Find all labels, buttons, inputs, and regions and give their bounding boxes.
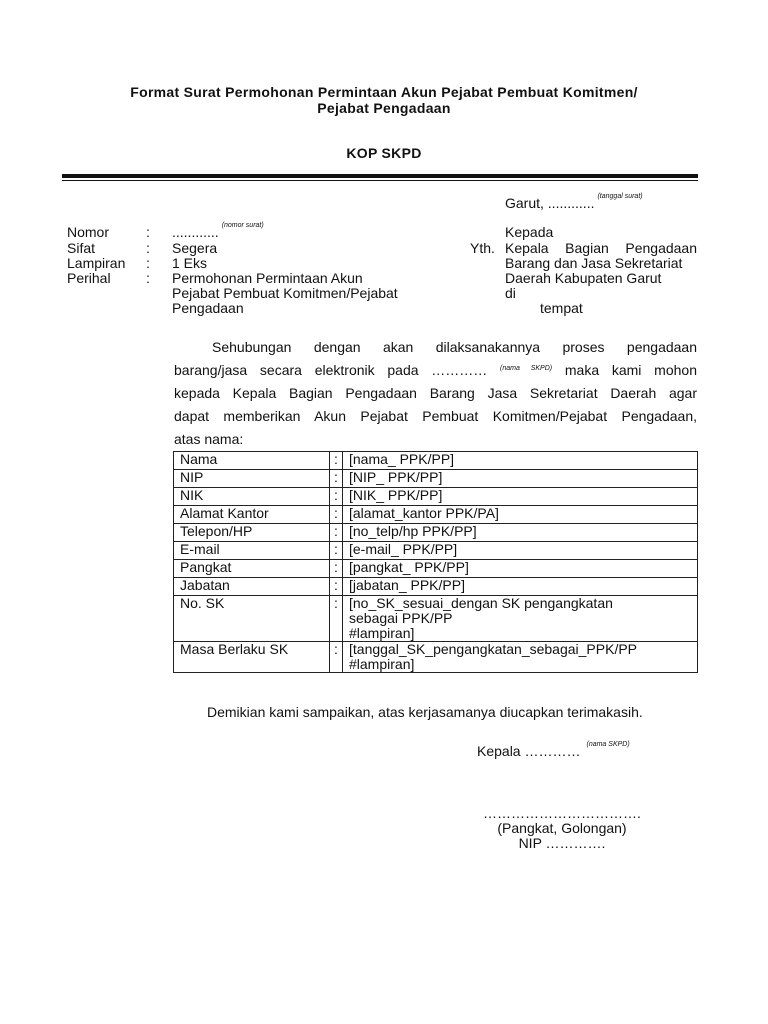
- row-label: No. SK: [174, 596, 330, 642]
- body-line-3: kepada Kepala Bagian Pengadaan Barang Jasa Sekretariat Daerah agar: [174, 385, 697, 401]
- meta-value-perihal-line2: Pejabat Pembuat Komitmen/Pejabat: [172, 285, 398, 301]
- signature-nip: NIP ………….: [518, 835, 606, 851]
- table-row: [174, 560, 698, 578]
- meta-value-perihal-line1: Permohonan Permintaan Akun: [172, 270, 363, 286]
- meta-label-sifat: Sifat: [67, 240, 96, 256]
- row-colon: :: [330, 642, 343, 673]
- row-colon: :: [330, 470, 343, 488]
- signature-skpd-hint: (nama SKPD): [586, 741, 630, 748]
- row-colon: :: [330, 542, 343, 560]
- row-colon: :: [330, 560, 343, 578]
- row-colon: :: [330, 452, 343, 470]
- row-value: [alamat_kantor PPK/PA]: [343, 506, 698, 524]
- table-row: [174, 642, 698, 673]
- row-label: NIK: [174, 488, 330, 506]
- row-colon: :: [330, 524, 343, 542]
- body-line-4: dapat memberikan Akun Pejabat Pembuat Komitmen/Pejabat Pengadaan,: [174, 408, 697, 424]
- row-value: [tanggal_SK_pengangkatan_sebagai_PPK/PP #lampiran]: [343, 642, 698, 673]
- row-value: [nama_ PPK/PP]: [343, 452, 698, 470]
- table-row: [174, 542, 698, 560]
- row-label: Jabatan: [174, 578, 330, 596]
- addressee-kepada: Kepada: [505, 224, 554, 240]
- signature-kepala-text: Kepala …………: [477, 743, 581, 759]
- meta-value-lampiran: 1 Eks: [172, 255, 208, 271]
- skpd-hint: (nama SKPD): [500, 365, 553, 372]
- row-colon: :: [330, 488, 343, 506]
- addressee-di: di: [505, 285, 516, 301]
- row-label: NIP: [174, 470, 330, 488]
- row-colon: :: [330, 596, 343, 642]
- table-row: [174, 488, 698, 506]
- row-label: E-mail: [174, 542, 330, 560]
- table-row: [174, 506, 698, 524]
- addressee-tempat: tempat: [540, 300, 583, 316]
- date-hint: (tanggal surat): [597, 193, 643, 200]
- kop-skpd-label: KOP SKPD: [346, 145, 422, 161]
- meta-colon: :: [146, 240, 150, 256]
- row-label: Telepon/HP: [174, 524, 330, 542]
- addressee-yth: Yth.: [470, 240, 495, 256]
- body-paragraph: [174, 336, 697, 451]
- place-date: [505, 195, 643, 211]
- table-row: [174, 578, 698, 596]
- letterhead-rule-thick: [62, 174, 698, 178]
- meta-colon: :: [146, 224, 150, 240]
- row-value: [pangkat_ PPK/PP]: [343, 560, 698, 578]
- body-line-2a: barang/jasa secara elektronik pada …………: [174, 362, 501, 378]
- table-row: [174, 452, 698, 470]
- body-line-5: atas nama:: [174, 431, 244, 447]
- meta-value-perihal-line3: Pengadaan: [172, 300, 244, 316]
- row-label: Masa Berlaku SK: [174, 642, 330, 673]
- meta-value-sifat: Segera: [172, 240, 218, 256]
- addressee-line3: Daerah Kabupaten Garut: [505, 270, 662, 286]
- meta-label-nomor: Nomor: [67, 224, 110, 240]
- addressee-line1: Kepala Bagian Pengadaan: [505, 240, 697, 256]
- row-value: [e-mail_ PPK/PP]: [343, 542, 698, 560]
- body-line-1: Sehubungan dengan akan dilaksanakannya proses pengadaan: [212, 339, 697, 355]
- row-value: [NIK_ PPK/PP]: [343, 488, 698, 506]
- nomor-value: ............: [172, 224, 219, 240]
- row-colon: :: [330, 578, 343, 596]
- row-value: [jabatan_ PPK/PP]: [343, 578, 698, 596]
- nomor-hint: (nomor surat): [221, 222, 264, 229]
- row-colon: :: [330, 506, 343, 524]
- table-row: [174, 524, 698, 542]
- letterhead-rule-thin: [62, 180, 698, 181]
- meta-label-perihal: Perihal: [67, 270, 111, 286]
- body-line-2b: maka kami mohon: [552, 362, 697, 378]
- row-label: Alamat Kantor: [174, 506, 330, 524]
- body-line-2: [174, 359, 697, 382]
- table-row: [174, 596, 698, 642]
- signature-dots: …………………………….: [483, 805, 641, 821]
- closing-sentence: Demikian kami sampaikan, atas kerjasamanya diucapkan terimakasih.: [207, 704, 643, 720]
- meta-value-nomor: [172, 224, 264, 240]
- meta-colon: :: [146, 255, 150, 271]
- row-value: [no_SK_sesuai_dengan SK pengangkatan sebagai PPK/PP #lampiran]: [343, 596, 698, 642]
- document-title-line2: Pejabat Pengadaan: [317, 100, 451, 116]
- meta-colon: :: [146, 270, 150, 286]
- place-date-text: Garut, ............: [505, 195, 595, 211]
- row-label: Nama: [174, 452, 330, 470]
- row-label: Pangkat: [174, 560, 330, 578]
- row-value: [no_telp/hp PPK/PP]: [343, 524, 698, 542]
- meta-label-lampiran: Lampiran: [67, 255, 126, 271]
- table-row: [174, 470, 698, 488]
- addressee-line2: Barang dan Jasa Sekretariat: [505, 255, 683, 271]
- signature-rank: (Pangkat, Golongan): [497, 820, 627, 836]
- row-value: [NIP_ PPK/PP]: [343, 470, 698, 488]
- document-title-line1: Format Surat Permohonan Permintaan Akun Pejabat Pembuat Komitmen/: [130, 84, 638, 100]
- applicant-table: [173, 451, 698, 673]
- signature-kepala: [477, 743, 630, 759]
